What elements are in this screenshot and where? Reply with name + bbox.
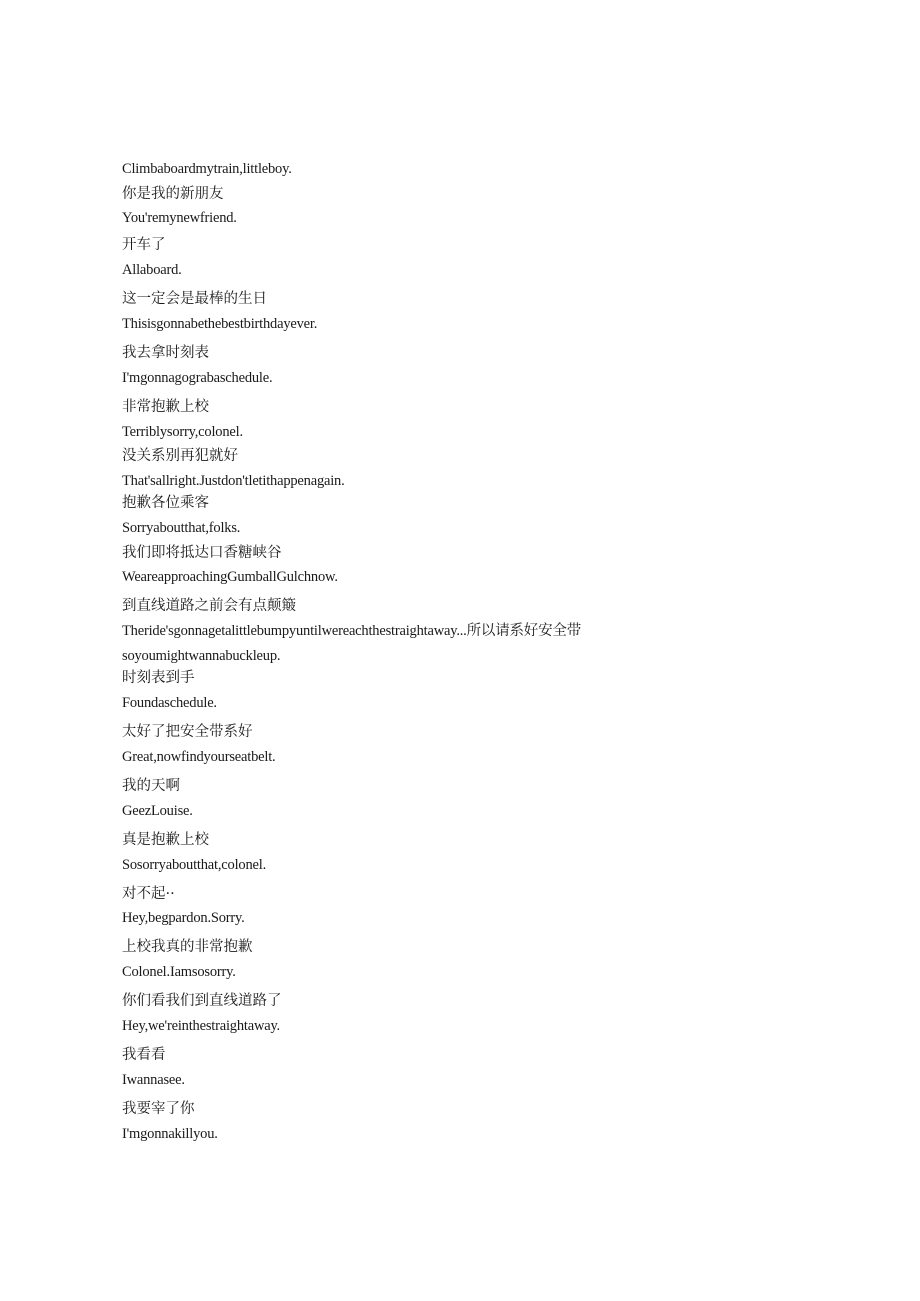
subtitle-line-chinese: 真是抱歉上校 bbox=[122, 832, 209, 848]
subtitle-line-english: soyoumightwannabuckleup. bbox=[122, 648, 281, 664]
subtitle-line-chinese: 到直线道路之前会有点颠簸 bbox=[122, 598, 296, 614]
subtitle-line-chinese: 我去拿时刻表 bbox=[122, 345, 209, 361]
subtitle-line-english: Allaboard. bbox=[122, 262, 182, 278]
subtitle-line-chinese: 我要宰了你 bbox=[122, 1101, 195, 1117]
subtitle-line-chinese: 非常抱歉上校 bbox=[122, 399, 209, 415]
subtitle-line-english: I'mgonnakillyou. bbox=[122, 1126, 218, 1142]
subtitle-line-chinese: 太好了把安全带系好 bbox=[122, 724, 253, 740]
subtitle-line-mixed: Theride'sgonnagetalittlebumpyuntilwereachthestraightaway...所以请系好安全带 bbox=[122, 623, 581, 639]
subtitle-line-chinese: 我看看 bbox=[122, 1047, 166, 1063]
subtitle-line-english: Thisisgonnabethebestbirthdayever. bbox=[122, 316, 318, 332]
subtitle-line-english: Colonel.Iamsosorry. bbox=[122, 964, 236, 980]
subtitle-line-chinese: 没关系别再犯就好 bbox=[122, 448, 238, 464]
subtitle-line-chinese: 抱歉各位乘客 bbox=[122, 495, 209, 511]
subtitle-line-english: Climbaboardmytrain,littleboy. bbox=[122, 161, 292, 177]
subtitle-line-english: That'sallright.Justdon'tletithappenagain. bbox=[122, 473, 345, 489]
subtitle-line-chinese: 你是我的新朋友 bbox=[122, 186, 224, 202]
subtitle-line-chinese: 我的天啊 bbox=[122, 778, 180, 794]
subtitle-line-english: Great,nowfindyourseatbelt. bbox=[122, 749, 276, 765]
subtitle-line-chinese: 上校我真的非常抱歉 bbox=[122, 939, 253, 955]
subtitle-line-english: Terriblysorry,colonel. bbox=[122, 424, 243, 440]
subtitle-line-english: Foundaschedule. bbox=[122, 695, 217, 711]
subtitle-line-english: WeareapproachingGumballGulchnow. bbox=[122, 569, 338, 585]
subtitle-line-english: I'mgonnagograbaschedule. bbox=[122, 370, 273, 386]
subtitle-line-chinese: 这一定会是最棒的生日 bbox=[122, 291, 267, 307]
subtitle-line-english: Hey,we'reinthestraightaway. bbox=[122, 1018, 280, 1034]
subtitle-line-chinese: 对不起·· bbox=[122, 886, 175, 902]
subtitle-line-english: Sosorryaboutthat,colonel. bbox=[122, 857, 267, 873]
subtitle-line-chinese: 时刻表到手 bbox=[122, 670, 195, 686]
subtitle-line-english: Hey,begpardon.Sorry. bbox=[122, 910, 245, 926]
subtitle-line-chinese: 我们即将抵达口香糖峡谷 bbox=[122, 545, 282, 561]
subtitle-line-english: Sorryaboutthat,folks. bbox=[122, 520, 241, 536]
subtitle-line-chinese: 开车了 bbox=[122, 237, 166, 253]
subtitle-line-english: You'remynewfriend. bbox=[122, 210, 237, 226]
subtitle-line-english: Iwannasee. bbox=[122, 1072, 185, 1088]
subtitle-line-english: GeezLouise. bbox=[122, 803, 193, 819]
subtitle-line-chinese: 你们看我们到直线道路了 bbox=[122, 993, 282, 1009]
